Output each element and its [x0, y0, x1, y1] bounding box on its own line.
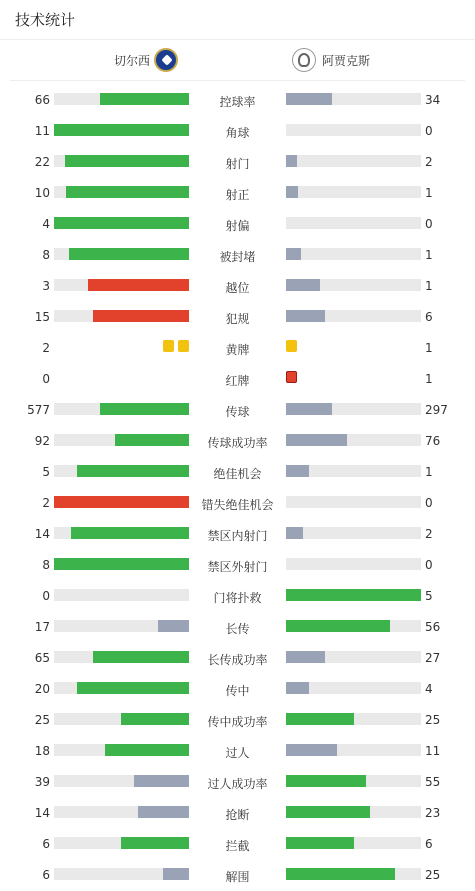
- home-stat-bar: [54, 527, 189, 539]
- home-stat-bar-fill: [88, 279, 189, 291]
- away-stat-bar: [286, 279, 421, 291]
- yellow-card-icon: [163, 340, 174, 352]
- stat-row: [0, 674, 475, 705]
- away-stat-value: 2: [425, 527, 433, 541]
- stat-row: [0, 116, 475, 147]
- home-stat-bar: [54, 775, 189, 787]
- away-stat-value: 6: [425, 837, 433, 851]
- away-stat-bar: [286, 310, 421, 322]
- away-stat-bar: [286, 651, 421, 663]
- home-stat-value: 18: [34, 744, 50, 758]
- stat-label: 长传: [225, 622, 250, 636]
- away-stat-bar-fill: [286, 682, 309, 694]
- away-stat-value: 0: [425, 124, 433, 138]
- away-stat-bar: [286, 713, 421, 725]
- stat-label: 抢断: [225, 808, 250, 822]
- stat-label: 禁区内射门: [207, 529, 268, 543]
- stat-label: 角球: [225, 126, 250, 140]
- stat-row: [0, 519, 475, 550]
- away-stat-bar: [286, 806, 421, 818]
- home-stat-bar: [54, 248, 189, 260]
- stat-label: 传中成功率: [207, 715, 268, 729]
- home-stat-value: 10: [34, 186, 50, 200]
- stat-row: [0, 271, 475, 302]
- stat-label: 过人: [225, 746, 250, 760]
- home-stat-bar-fill: [69, 248, 189, 260]
- home-team-name: 切尔西: [113, 53, 150, 68]
- away-stat-value: 34: [425, 93, 441, 107]
- away-stat-bar-fill: [286, 465, 309, 477]
- home-stat-value: 5: [42, 465, 50, 479]
- home-stat-bar: [54, 496, 189, 508]
- stat-label: 拦截: [225, 839, 250, 853]
- away-stat-bar-fill: [286, 868, 395, 880]
- home-stat-bar: [54, 744, 189, 756]
- stat-label: 犯规: [225, 312, 250, 326]
- home-stat-bar-fill: [100, 93, 189, 105]
- stat-row: [0, 178, 475, 209]
- away-stat-value: 297: [425, 403, 448, 417]
- away-team-name: 阿贾克斯: [322, 53, 371, 68]
- stat-label: 被封堵: [219, 250, 256, 264]
- away-stat-bar: [286, 155, 421, 167]
- home-stat-bar: [54, 806, 189, 818]
- stat-row: [0, 550, 475, 581]
- home-stat-bar: [54, 620, 189, 632]
- away-stat-bar-fill: [286, 527, 303, 539]
- home-team[interactable]: [114, 40, 178, 80]
- away-stat-bar: [286, 434, 421, 446]
- away-stat-bar: [286, 465, 421, 477]
- home-stat-bar-fill: [134, 775, 189, 787]
- away-stat-value: 1: [425, 279, 433, 293]
- away-cards: [286, 371, 297, 383]
- home-stat-bar-fill: [77, 682, 189, 694]
- home-stat-value: 2: [42, 341, 50, 355]
- home-stat-bar-fill: [115, 434, 189, 446]
- away-stat-bar: [286, 403, 421, 415]
- away-stat-bar-fill: [286, 806, 370, 818]
- away-stat-bar-fill: [286, 186, 298, 198]
- away-stat-value: 1: [425, 248, 433, 262]
- home-stat-bar-fill: [77, 465, 189, 477]
- home-stat-value: 65: [34, 651, 50, 665]
- stat-row: [0, 457, 475, 488]
- away-stat-value: 0: [425, 558, 433, 572]
- stat-label: 传球: [225, 405, 250, 419]
- home-stat-value: 39: [34, 775, 50, 789]
- home-stat-bar-fill: [93, 651, 189, 663]
- stat-row: [0, 798, 475, 829]
- away-stat-bar-fill: [286, 620, 390, 632]
- away-stat-value: 25: [425, 868, 441, 882]
- home-stat-bar: [54, 93, 189, 105]
- away-stat-value: 23: [425, 806, 441, 820]
- home-stat-value: 25: [34, 713, 50, 727]
- stat-row: [0, 302, 475, 333]
- away-stat-bar-fill: [286, 248, 301, 260]
- home-stat-value: 92: [34, 434, 50, 448]
- home-stat-bar-fill: [105, 744, 189, 756]
- stat-row: [0, 333, 475, 364]
- away-stat-bar-fill: [286, 837, 354, 849]
- home-cards: [163, 340, 189, 352]
- away-stat-value: 55: [425, 775, 441, 789]
- home-stat-bar-fill: [54, 217, 189, 229]
- stat-row: [0, 736, 475, 767]
- home-stat-value: 14: [34, 527, 50, 541]
- stat-label: 解围: [225, 870, 250, 884]
- away-stat-value: 0: [425, 217, 433, 231]
- stat-row: [0, 767, 475, 798]
- away-stat-value: 76: [425, 434, 441, 448]
- away-stat-bar: [286, 217, 421, 229]
- away-stat-bar: [286, 527, 421, 539]
- home-stat-value: 577: [27, 403, 50, 417]
- home-stat-bar: [54, 310, 189, 322]
- home-stat-value: 17: [34, 620, 50, 634]
- home-stat-bar-fill: [158, 620, 189, 632]
- team-header: [10, 40, 465, 81]
- home-stat-bar-fill: [54, 558, 189, 570]
- stat-row: [0, 643, 475, 674]
- stat-label: 射门: [225, 157, 250, 171]
- away-stat-value: 1: [425, 186, 433, 200]
- away-stat-value: 0: [425, 496, 433, 510]
- stat-label: 射偏: [225, 219, 250, 233]
- stat-label: 传球成功率: [207, 436, 268, 450]
- stat-label: 长传成功率: [207, 653, 268, 667]
- stat-label: 门将扑救: [213, 591, 262, 605]
- stat-label: 控球率: [219, 95, 256, 109]
- away-stat-bar-fill: [286, 403, 332, 415]
- stats-header: [0, 0, 475, 40]
- home-stat-bar: [54, 186, 189, 198]
- stat-row: [0, 395, 475, 426]
- stat-row: [0, 705, 475, 736]
- home-stat-bar: [54, 558, 189, 570]
- home-stat-bar-fill: [54, 124, 189, 136]
- stat-label: 射正: [225, 188, 250, 202]
- home-stat-value: 11: [34, 124, 50, 138]
- stat-row: [0, 147, 475, 178]
- away-stat-bar-fill: [286, 744, 337, 756]
- away-stat-value: 5: [425, 589, 433, 603]
- away-stat-bar: [286, 682, 421, 694]
- home-stat-bar: [54, 713, 189, 725]
- away-stat-bar: [286, 496, 421, 508]
- stat-label: 越位: [225, 281, 250, 295]
- home-stat-bar-fill: [138, 806, 189, 818]
- away-stat-bar-fill: [286, 713, 354, 725]
- away-stat-bar-fill: [286, 651, 325, 663]
- home-stat-value: 0: [42, 589, 50, 603]
- stat-row: [0, 488, 475, 519]
- away-stat-bar: [286, 558, 421, 570]
- stat-row: [0, 85, 475, 116]
- away-stat-bar-fill: [286, 310, 325, 322]
- away-stat-bar: [286, 620, 421, 632]
- stat-row: [0, 364, 475, 395]
- stat-row: [0, 209, 475, 240]
- away-stat-value: 27: [425, 651, 441, 665]
- home-stat-bar: [54, 217, 189, 229]
- yellow-card-icon: [286, 340, 297, 352]
- stat-row: [0, 829, 475, 860]
- stat-label: 红牌: [225, 374, 250, 388]
- away-stat-value: 6: [425, 310, 433, 324]
- home-stat-bar: [54, 465, 189, 477]
- away-stat-bar-fill: [286, 155, 297, 167]
- home-stat-bar: [54, 651, 189, 663]
- home-stat-bar: [54, 403, 189, 415]
- yellow-card-icon: [178, 340, 189, 352]
- stat-label: 绝佳机会: [213, 467, 262, 481]
- away-stat-bar: [286, 775, 421, 787]
- page-title: 技术统计: [15, 11, 76, 29]
- away-stat-value: 11: [425, 744, 441, 758]
- away-cards: [286, 340, 297, 352]
- home-stat-value: 6: [42, 868, 50, 882]
- stat-row: [0, 240, 475, 271]
- stat-label: 过人成功率: [207, 777, 268, 791]
- home-stat-value: 4: [42, 217, 50, 231]
- away-stat-bar-fill: [286, 434, 347, 446]
- home-stat-bar-fill: [100, 403, 189, 415]
- away-stat-value: 1: [425, 372, 433, 386]
- home-stat-value: 6: [42, 837, 50, 851]
- home-stat-bar-fill: [163, 868, 189, 880]
- away-stat-bar-fill: [286, 279, 320, 291]
- away-stat-bar-fill: [286, 775, 366, 787]
- home-stat-bar: [54, 837, 189, 849]
- home-stat-bar-fill: [54, 496, 189, 508]
- home-stat-value: 22: [34, 155, 50, 169]
- away-stat-bar: [286, 93, 421, 105]
- away-stat-bar: [286, 186, 421, 198]
- away-stat-bar-fill: [286, 589, 421, 601]
- away-stat-bar: [286, 868, 421, 880]
- away-stat-bar: [286, 837, 421, 849]
- home-stat-bar-fill: [121, 837, 189, 849]
- home-stat-bar: [54, 155, 189, 167]
- stat-row: [0, 612, 475, 643]
- away-stat-bar: [286, 744, 421, 756]
- home-stat-value: 8: [42, 248, 50, 262]
- away-team[interactable]: [292, 40, 370, 80]
- home-stat-bar-fill: [66, 186, 189, 198]
- home-stat-bar: [54, 279, 189, 291]
- home-stat-value: 66: [34, 93, 50, 107]
- stat-row: [0, 860, 475, 891]
- home-stat-bar: [54, 682, 189, 694]
- home-stat-bar: [54, 124, 189, 136]
- stat-label: 传中: [225, 684, 250, 698]
- chelsea-logo-icon: [154, 48, 178, 72]
- away-stat-value: 2: [425, 155, 433, 169]
- stat-row: [0, 581, 475, 612]
- home-stat-bar-fill: [121, 713, 189, 725]
- home-stat-bar: [54, 589, 189, 601]
- home-stat-value: 14: [34, 806, 50, 820]
- away-stat-bar: [286, 589, 421, 601]
- away-stat-value: 1: [425, 465, 433, 479]
- home-stat-bar: [54, 868, 189, 880]
- stat-label: 禁区外射门: [207, 560, 268, 574]
- home-stat-value: 3: [42, 279, 50, 293]
- away-stat-value: 4: [425, 682, 433, 696]
- away-stat-value: 56: [425, 620, 441, 634]
- away-stat-value: 1: [425, 341, 433, 355]
- home-stat-bar-fill: [93, 310, 189, 322]
- home-stat-value: 0: [42, 372, 50, 386]
- away-stat-bar: [286, 248, 421, 260]
- stat-row: [0, 426, 475, 457]
- red-card-icon: [286, 371, 297, 383]
- home-stat-bar: [54, 434, 189, 446]
- home-stat-value: 8: [42, 558, 50, 572]
- home-stat-value: 20: [34, 682, 50, 696]
- home-stat-bar-fill: [71, 527, 189, 539]
- away-stat-bar: [286, 124, 421, 136]
- stat-label: 黄牌: [225, 343, 250, 357]
- away-stat-value: 25: [425, 713, 441, 727]
- away-stat-bar-fill: [286, 93, 332, 105]
- home-stat-value: 15: [34, 310, 50, 324]
- home-stat-bar-fill: [65, 155, 189, 167]
- ajax-logo-icon: [292, 48, 316, 72]
- home-stat-value: 2: [42, 496, 50, 510]
- stat-label: 错失绝佳机会: [201, 498, 274, 512]
